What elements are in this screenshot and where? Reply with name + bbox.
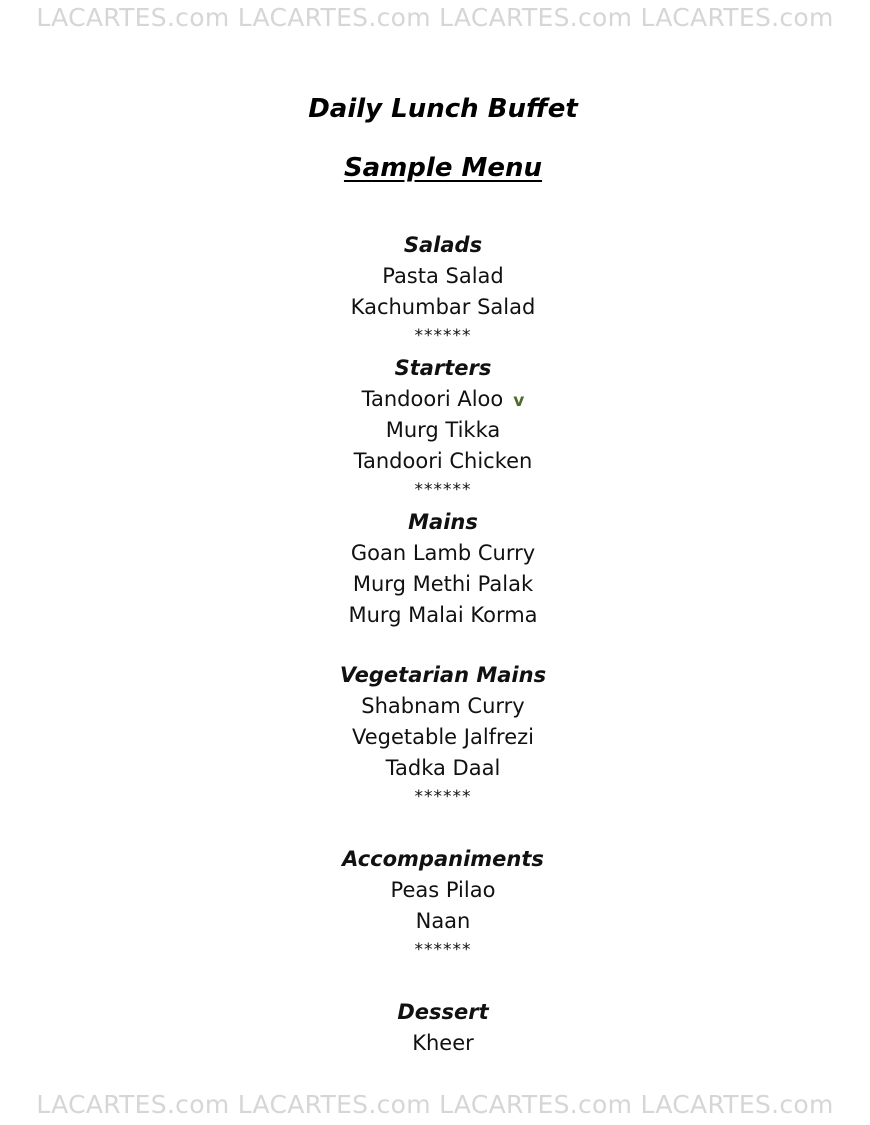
- menu-item: Tadka Daal: [385, 756, 501, 780]
- menu-item: Shabnam Curry: [361, 694, 525, 718]
- menu-item: [0, 386, 870, 414]
- menu-item: Tandoori Chicken: [353, 449, 533, 473]
- menu-item: Pasta Salad: [382, 264, 504, 288]
- menu-subtitle: Sample Menu: [343, 153, 543, 183]
- menu-item: Vegetable Jalfrezi: [351, 725, 534, 749]
- section-heading-salads: Salads: [403, 233, 483, 257]
- menu-item: Murg Tikka: [385, 418, 501, 442]
- menu-item: Murg Methi Palak: [352, 572, 534, 596]
- menu-item: Murg Malai Korma: [348, 603, 538, 627]
- menu-item: Goan Lamb Curry: [350, 541, 536, 565]
- watermark-top: LACARTES.com LACARTES.com LACARTES.com LACARTES.com: [36, 3, 834, 32]
- menu-item: Kachumbar Salad: [350, 295, 536, 319]
- menu-item: Kheer: [412, 1031, 474, 1055]
- section-heading-starters: Starters: [394, 356, 492, 380]
- section-heading-accompaniments: Accompaniments: [342, 847, 544, 871]
- menu-item: Naan: [415, 909, 471, 933]
- section-separator: ******: [414, 480, 472, 500]
- section-heading-vegetarian-mains: Vegetarian Mains: [339, 663, 547, 687]
- section-separator: ******: [414, 940, 472, 960]
- menu-title: Daily Lunch Buffet: [308, 94, 578, 124]
- section-heading-mains: Mains: [408, 510, 478, 534]
- section-heading-dessert: Dessert: [397, 1000, 489, 1024]
- section-separator: ******: [414, 326, 472, 346]
- section-separator: ******: [414, 787, 472, 807]
- vegetarian-mark: v: [513, 391, 525, 411]
- menu-item: Peas Pilao: [390, 878, 496, 902]
- watermark-bottom: LACARTES.com LACARTES.com LACARTES.com LACARTES.com: [36, 1090, 834, 1119]
- menu-item-label: Tandoori Aloo: [361, 387, 504, 411]
